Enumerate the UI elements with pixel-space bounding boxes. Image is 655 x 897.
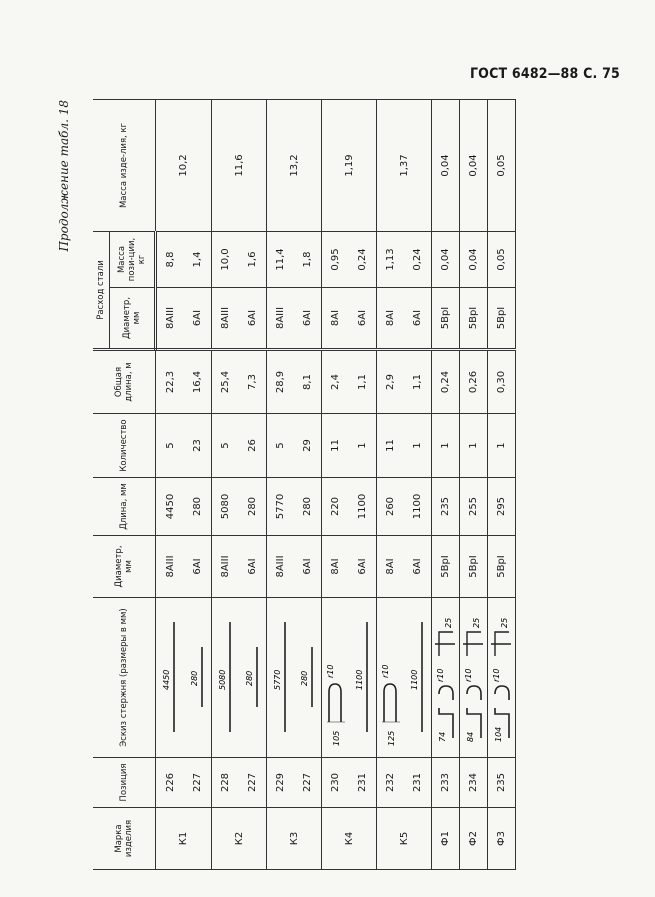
quantity-cell: 1 xyxy=(432,414,460,478)
quantity-cell: 5 xyxy=(212,414,240,478)
steel-diameter-cell: 6AI xyxy=(294,288,322,350)
product-mark: К3 xyxy=(267,808,322,870)
product-mass-cell: 1,19 xyxy=(322,99,377,231)
table-row xyxy=(488,99,516,869)
steel-mass-cell: 11,4 xyxy=(267,231,295,287)
bar-sketch xyxy=(350,603,376,753)
bar-sketch xyxy=(157,603,183,753)
bar-sketch xyxy=(185,603,211,753)
diameter-cell: 6AI xyxy=(349,536,377,598)
steel-diameter-cell: 5BpI xyxy=(460,288,488,350)
diameter-cell: 5BpI xyxy=(488,536,516,598)
product-mark: Ф1 xyxy=(432,808,460,870)
length-cell: 255 xyxy=(460,478,488,536)
position-cell: 233 xyxy=(432,758,460,808)
diameter-cell: 8AIII xyxy=(156,536,185,598)
diameter-cell: 5BpI xyxy=(460,536,488,598)
length-cell: 280 xyxy=(294,478,322,536)
table-row xyxy=(267,99,295,869)
col-header-position: Позиция xyxy=(93,758,156,808)
col-header-mark: Марка изделия xyxy=(93,808,156,870)
position-cell: 229 xyxy=(267,758,295,808)
total-length-cell: 0,24 xyxy=(432,350,460,414)
sketch-dimension: 1100 xyxy=(354,670,364,691)
sketch-dimension: 25 xyxy=(499,618,509,629)
sketch-cell xyxy=(322,598,350,758)
steel-mass-cell: 8,8 xyxy=(156,231,185,287)
length-cell: 280 xyxy=(239,478,267,536)
position-cell: 231 xyxy=(404,758,432,808)
col-header-product-mass: Масса изде-лия, кг xyxy=(93,99,156,231)
col-header-steel-diameter: Диаметр, мм xyxy=(110,288,156,350)
diameter-cell: 8AI xyxy=(377,536,405,598)
quantity-cell: 29 xyxy=(294,414,322,478)
sketch-dimension: r10 xyxy=(491,669,501,683)
sketch-dimension: 5770 xyxy=(272,670,282,691)
bar-sketch xyxy=(213,603,239,753)
product-mark: К4 xyxy=(322,808,377,870)
sketch-dimension: 25 xyxy=(443,618,453,629)
sketch-cell xyxy=(377,598,405,758)
length-cell: 235 xyxy=(432,478,460,536)
steel-diameter-cell: 6AI xyxy=(239,288,267,350)
col-header-quantity: Количество xyxy=(93,414,156,478)
position-cell: 227 xyxy=(294,758,322,808)
product-mass-cell: 13,2 xyxy=(267,99,322,231)
length-cell: 5770 xyxy=(267,478,295,536)
length-cell: 260 xyxy=(377,478,405,536)
sketch-cell xyxy=(460,598,488,758)
bar-sketch xyxy=(240,603,266,753)
reinforcement-table xyxy=(93,99,516,870)
product-mass-cell: 11,6 xyxy=(212,99,267,231)
sketch-dimension: r10 xyxy=(380,665,390,679)
table-caption: Продолжение табл. 18 xyxy=(57,100,71,252)
steel-mass-cell: 0,04 xyxy=(432,231,460,287)
quantity-cell: 1 xyxy=(488,414,516,478)
length-cell: 295 xyxy=(488,478,516,536)
position-cell: 226 xyxy=(156,758,185,808)
sketch-cell xyxy=(184,598,212,758)
quantity-cell: 11 xyxy=(322,414,350,478)
steel-diameter-cell: 6AI xyxy=(184,288,212,350)
steel-diameter-cell: 5BpI xyxy=(488,288,516,350)
sketch-cell xyxy=(404,598,432,758)
sketch-cell xyxy=(349,598,377,758)
position-cell: 235 xyxy=(488,758,516,808)
table-body xyxy=(156,99,516,869)
total-length-cell: 25,4 xyxy=(212,350,240,414)
sketch-dimension: 105 xyxy=(331,731,341,747)
total-length-cell: 22,3 xyxy=(156,350,185,414)
table-row xyxy=(377,99,405,869)
product-mass-cell: 0,04 xyxy=(432,99,460,231)
table-row xyxy=(460,99,488,869)
col-header-diameter: Диаметр, мм xyxy=(93,536,156,598)
quantity-cell: 1 xyxy=(349,414,377,478)
sketch-dimension: 5080 xyxy=(217,670,227,691)
sketch-cell xyxy=(432,598,460,758)
product-mark: К2 xyxy=(212,808,267,870)
quantity-cell: 23 xyxy=(184,414,212,478)
steel-mass-cell: 0,24 xyxy=(404,231,432,287)
sketch-dimension: 74 xyxy=(437,732,447,743)
sketch-cell xyxy=(294,598,322,758)
diameter-cell: 6AI xyxy=(404,536,432,598)
position-cell: 234 xyxy=(460,758,488,808)
steel-mass-cell: 0,24 xyxy=(349,231,377,287)
diameter-cell: 8AIII xyxy=(212,536,240,598)
sketch-cell xyxy=(488,598,516,758)
length-cell: 1100 xyxy=(404,478,432,536)
steel-diameter-cell: 8AIII xyxy=(267,288,295,350)
bar-sketch xyxy=(295,603,321,753)
steel-mass-cell: 0,04 xyxy=(460,231,488,287)
sketch-dimension: 25 xyxy=(471,618,481,629)
quantity-cell: 11 xyxy=(377,414,405,478)
length-cell: 220 xyxy=(322,478,350,536)
steel-diameter-cell: 8AI xyxy=(322,288,350,350)
steel-mass-cell: 1,8 xyxy=(294,231,322,287)
diameter-cell: 6AI xyxy=(239,536,267,598)
total-length-cell: 16,4 xyxy=(184,350,212,414)
bar-sketch xyxy=(489,603,515,753)
col-header-total-length: Общая длина, м xyxy=(93,350,156,414)
position-cell: 227 xyxy=(239,758,267,808)
table-row xyxy=(322,99,350,869)
total-length-cell: 0,26 xyxy=(460,350,488,414)
total-length-cell: 1,1 xyxy=(349,350,377,414)
sketch-dimension: 125 xyxy=(386,731,396,747)
sketch-dimension: 280 xyxy=(299,671,309,687)
sketch-cell xyxy=(212,598,240,758)
sketch-cell xyxy=(267,598,295,758)
col-header-steel-group: Расход стали xyxy=(93,231,110,349)
position-cell: 228 xyxy=(212,758,240,808)
sketch-dimension: 84 xyxy=(465,732,475,743)
sketch-dimension: 1100 xyxy=(409,670,419,691)
diameter-cell: 6AI xyxy=(184,536,212,598)
product-mark: К1 xyxy=(156,808,212,870)
steel-mass-cell: 1,13 xyxy=(377,231,405,287)
product-mass-cell: 1,37 xyxy=(377,99,432,231)
steel-diameter-cell: 5BpI xyxy=(432,288,460,350)
page-header: ГОСТ 6482—88 С. 75 xyxy=(469,66,620,82)
bar-sketch xyxy=(433,603,459,753)
total-length-cell: 8,1 xyxy=(294,350,322,414)
steel-diameter-cell: 8AI xyxy=(377,288,405,350)
steel-diameter-cell: 8AIII xyxy=(156,288,185,350)
sketch-cell xyxy=(239,598,267,758)
steel-diameter-cell: 6AI xyxy=(349,288,377,350)
position-cell: 230 xyxy=(322,758,350,808)
table-row xyxy=(156,99,185,869)
quantity-cell: 26 xyxy=(239,414,267,478)
bar-sketch xyxy=(378,603,404,753)
total-length-cell: 7,3 xyxy=(239,350,267,414)
bar-sketch xyxy=(405,603,431,753)
total-length-cell: 2,9 xyxy=(377,350,405,414)
diameter-cell: 8AI xyxy=(322,536,350,598)
sketch-dimension: 280 xyxy=(244,671,254,687)
rotated-table-page xyxy=(55,100,615,870)
table-row xyxy=(212,99,240,869)
steel-mass-cell: 1,6 xyxy=(239,231,267,287)
steel-mass-cell: 1,4 xyxy=(184,231,212,287)
steel-mass-cell: 0,95 xyxy=(322,231,350,287)
product-mark: К5 xyxy=(377,808,432,870)
product-mark: Ф2 xyxy=(460,808,488,870)
sketch-dimension: 104 xyxy=(493,727,503,743)
diameter-cell: 6AI xyxy=(294,536,322,598)
position-cell: 231 xyxy=(349,758,377,808)
position-cell: 232 xyxy=(377,758,405,808)
col-header-length: Длина, мм xyxy=(93,478,156,536)
length-cell: 4450 xyxy=(156,478,185,536)
sketch-cell xyxy=(156,598,185,758)
quantity-cell: 5 xyxy=(267,414,295,478)
product-mass-cell: 10,2 xyxy=(156,99,212,231)
col-header-steel-mass: Масса пози-ции, кг xyxy=(110,231,156,287)
diameter-cell: 8AIII xyxy=(267,536,295,598)
total-length-cell: 0,30 xyxy=(488,350,516,414)
sketch-dimension: r10 xyxy=(463,669,473,683)
bar-sketch xyxy=(268,603,294,753)
length-cell: 1100 xyxy=(349,478,377,536)
steel-diameter-cell: 8AIII xyxy=(212,288,240,350)
length-cell: 5080 xyxy=(212,478,240,536)
product-mass-cell: 0,04 xyxy=(460,99,488,231)
sketch-dimension: 4450 xyxy=(162,670,171,691)
product-mark: Ф3 xyxy=(488,808,516,870)
total-length-cell: 2,4 xyxy=(322,350,350,414)
sketch-dimension: r10 xyxy=(325,665,335,679)
total-length-cell: 28,9 xyxy=(267,350,295,414)
col-header-sketch: Эскиз стержня (размеры в мм) xyxy=(93,598,156,758)
steel-mass-cell: 0,05 xyxy=(488,231,516,287)
length-cell: 280 xyxy=(184,478,212,536)
sketch-dimension: 280 xyxy=(189,671,199,687)
quantity-cell: 5 xyxy=(156,414,185,478)
steel-diameter-cell: 6AI xyxy=(404,288,432,350)
bar-sketch xyxy=(323,603,349,753)
sketch-dimension: r10 xyxy=(435,669,445,683)
quantity-cell: 1 xyxy=(460,414,488,478)
bar-sketch xyxy=(461,603,487,753)
table-row xyxy=(432,99,460,869)
product-mass-cell: 0,05 xyxy=(488,99,516,231)
position-cell: 227 xyxy=(184,758,212,808)
diameter-cell: 5BpI xyxy=(432,536,460,598)
total-length-cell: 1,1 xyxy=(404,350,432,414)
quantity-cell: 1 xyxy=(404,414,432,478)
steel-mass-cell: 10,0 xyxy=(212,231,240,287)
